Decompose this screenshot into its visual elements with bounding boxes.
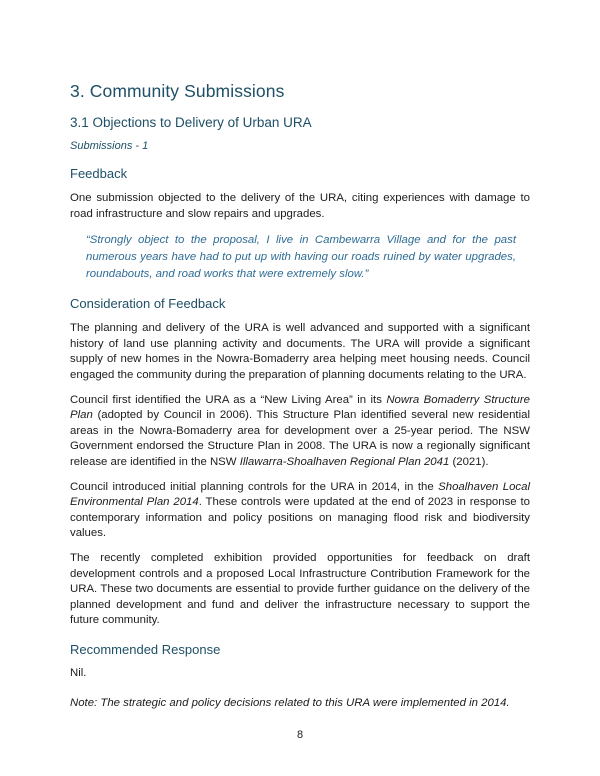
implementation-note: Note: The strategic and policy decisions related to this URA were implemented in 2014. bbox=[70, 696, 510, 709]
section-heading: 3.1 Objections to Delivery of Urban URA bbox=[70, 115, 312, 130]
feedback-paragraph: One submission objected to the delivery of the URA, citing experiences with damage to road infrastructure and slow repairs and upgrades. bbox=[70, 192, 530, 220]
page-number: 8 bbox=[296, 729, 304, 741]
consideration-paragraph: The planning and delivery of the URA is well advanced and supported with a significant history of land use planning activity and documents. The URA will provide a significant supply of new homes in the Nowra-Bomaderry area helping meet housing needs. Council engaged the community during the preparation of planning documents relating to the URA. bbox=[70, 322, 530, 381]
consideration-paragraph: The recently completed exhibition provided opportunities for feedback on draft development controls and a proposed Local Infrastructure Contribution Framework for the URA. These two documents are essential to provide further guidance on the delivery of the planned development and fund and deliver the infrastructure necessary to support the future community. bbox=[70, 551, 530, 627]
submissions-count-label: Submissions - 1 bbox=[70, 140, 149, 152]
consideration-paragraph: Council first identified the URA as a “New Living Area” in its Nowra Bomaderry Structure Plan (adopted by Council in 2006). This Structure Plan identified several new residential areas in the Nowra-Bomaderry area for development over a 25-year period. The NSW Government endorsed the Structure Plan in 2008. The URA is now a regionally significant release are identified in the NSW Illawarra-Shoalhaven Regional Plan 2041 (2021). bbox=[70, 393, 530, 468]
page-title: 3. Community Submissions bbox=[70, 81, 285, 101]
page-content bbox=[70, 0, 530, 710]
recommended-response-text: Nil. bbox=[70, 666, 87, 679]
recommended-response-heading: Recommended Response bbox=[70, 641, 221, 657]
consideration-paragraphs bbox=[70, 321, 530, 629]
feedback-heading: Feedback bbox=[70, 166, 128, 181]
page-footer bbox=[0, 729, 600, 742]
consideration-paragraph: Council introduced initial planning controls for the URA in 2014, in the Shoalhaven Local Environmental Plan 2014. These controls were updated at the end of 2023 in response to contemporary information and policy positions on managing flood risk and biodiversity values. bbox=[70, 480, 530, 540]
consideration-heading: Consideration of Feedback bbox=[70, 296, 226, 312]
submission-quote: “Strongly object to the proposal, I live in Cambewarra Village and for the past numerous years have had to put up with having our roads ruined by water upgrades, roundabouts, and road works that were extremely slow.” bbox=[86, 234, 516, 281]
